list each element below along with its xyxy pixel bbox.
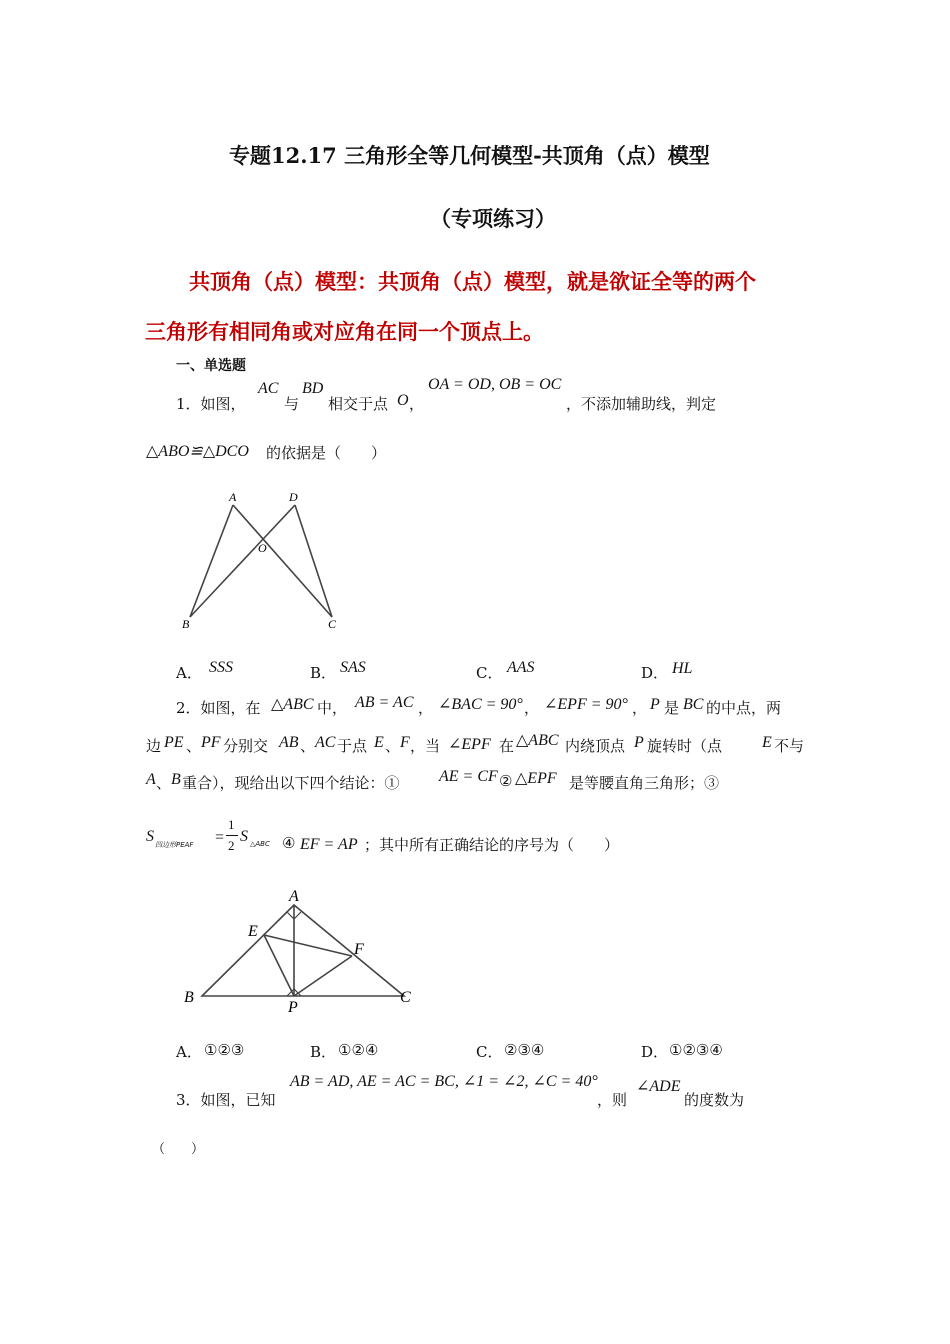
q2-eq1: AB = AC	[355, 694, 414, 711]
q2-p2: 中，	[317, 699, 348, 717]
q2-label-f: F	[354, 941, 364, 958]
q2-l2f: 、	[385, 737, 401, 755]
q3-prefix: 3．如图，已知	[176, 1091, 276, 1109]
q2-seg-ep	[264, 935, 294, 996]
q2-l2e: 于点	[337, 737, 368, 755]
q2-label-e: E	[248, 923, 258, 940]
q1-yu: 与	[284, 395, 300, 413]
q2-l3-sep: 、	[156, 774, 172, 792]
q1-option-c-value[interactable]: AAS	[507, 659, 535, 676]
q2-l2h: 在	[499, 737, 515, 755]
q1-bd: BD	[302, 380, 324, 397]
q2-e-2: E	[762, 734, 772, 751]
q1-option-d-value[interactable]: HL	[672, 660, 693, 677]
q2-s-quad: S	[146, 828, 154, 845]
q2-s-quad-sub: 四边形PEAF	[155, 841, 194, 849]
q1-congruence: △ABO≌△DCO	[146, 443, 249, 460]
q2-l2c: 分别交	[223, 737, 269, 755]
q2-conclusion-4: EF = AP	[300, 836, 358, 853]
q2-l2a: 边	[146, 737, 162, 755]
q2-l3-text: 重合），现给出以下四个结论：①	[182, 774, 400, 792]
q1-option-a-label[interactable]: A．	[176, 664, 202, 682]
q1-mid: 相交于点	[328, 395, 389, 413]
q2-angle-epf: ∠EPF = 90°	[544, 696, 628, 713]
q2-l2k: 不与	[774, 737, 805, 755]
section-heading: 一、单选题	[176, 358, 246, 374]
q1-comma: ，	[409, 395, 425, 413]
q2-conclusion-2: △EPF	[515, 770, 557, 787]
q2-option-b-value[interactable]: ①②④	[338, 1041, 379, 1059]
q2-l2g: ，当	[410, 737, 441, 755]
q2-bc: BC	[683, 696, 704, 713]
q1-label-d: D	[289, 490, 298, 504]
q2-conclusion-1: AE = CF	[439, 768, 498, 785]
q3-condition: AB = AD, AE = AC = BC, ∠1 = ∠2, ∠C = 40°	[290, 1073, 598, 1090]
q1-seg-ac	[233, 505, 332, 617]
q1-label-c: C	[328, 617, 337, 631]
page-title: 专题12.17 三角形全等几何模型-共顶角（点）模型	[229, 143, 710, 168]
q2-eq-sign: =	[214, 829, 225, 846]
q2-angle-bac: ∠BAC = 90°	[438, 696, 523, 713]
q1-ac: AC	[258, 380, 279, 397]
q2-l3-tail: 是等腰直角三角形；③	[569, 774, 720, 792]
q2-angle-epf-2: ∠EPF	[448, 736, 491, 753]
q2-l2b: 、	[186, 737, 202, 755]
q2-p6: 是	[664, 699, 680, 717]
q2-pe: PE	[164, 734, 184, 751]
q2-tri: △ABC	[271, 696, 314, 713]
q1-label-o: O	[258, 541, 267, 555]
q1-label-a: A	[229, 490, 237, 504]
q2-l3-circle2: ②	[499, 772, 513, 790]
q1-seg-db	[190, 505, 295, 617]
q1-condition: OA = OD, OB = OC	[428, 376, 562, 393]
q2-s-tri-sub: △ABC	[250, 840, 270, 848]
q2-l2j: 旋转时（点	[647, 737, 723, 755]
q2-p4: ，	[524, 699, 540, 717]
q2-option-b-label[interactable]: B．	[310, 1043, 337, 1061]
q2-p1: 2．如图，在	[176, 699, 261, 717]
intro-line-2: 三角形有相同角或对应角在同一个顶点上。	[145, 319, 544, 344]
q1-option-d-label[interactable]: D．	[641, 664, 669, 682]
q2-ab: AB	[279, 734, 299, 751]
q2-half-num: 1	[228, 817, 235, 832]
q2-l2d: 、	[300, 737, 316, 755]
q2-label-p: P	[288, 999, 298, 1016]
q2-half-den: 2	[228, 838, 235, 853]
q2-l2i: 内绕顶点	[565, 737, 626, 755]
q2-pf: PF	[201, 734, 221, 751]
q2-option-a-value[interactable]: ①②③	[204, 1041, 245, 1059]
q1-option-c-label[interactable]: C．	[476, 664, 503, 682]
q2-option-c-value[interactable]: ②③④	[504, 1041, 545, 1059]
q2-label-b: B	[184, 989, 194, 1006]
q2-p3: ，	[418, 699, 434, 717]
q2-label-c: C	[400, 989, 411, 1006]
q2-fraction-bar	[226, 835, 238, 836]
q2-f: F	[400, 734, 410, 751]
q2-tri-2: △ABC	[516, 732, 559, 749]
q2-triangle-abc	[202, 905, 404, 996]
q1-prefix: 1．如图，	[176, 395, 246, 413]
q2-ac: AC	[315, 734, 336, 751]
q2-point-p: P	[650, 696, 660, 713]
q2-p7: 的中点，两	[706, 699, 782, 717]
q1-label-b: B	[182, 617, 190, 631]
q2-option-d-label[interactable]: D．	[641, 1043, 669, 1061]
q1-option-a-value[interactable]: SSS	[209, 659, 233, 676]
q2-option-d-value[interactable]: ①②③④	[669, 1041, 723, 1059]
q1-option-b-label[interactable]: B．	[310, 664, 337, 682]
intro-line-1: 共顶角（点）模型：共顶角（点）模型，就是欲证全等的两个	[189, 269, 756, 294]
q3-answer-paren: （ ）	[152, 1142, 205, 1157]
q1-seg-ab	[190, 505, 233, 617]
q3-mid: ，则	[597, 1091, 628, 1109]
q1-figure	[176, 486, 346, 636]
q2-l4-tail: ；其中所有正确结论的序号为（ ）	[364, 836, 620, 854]
q1-tail: ，不添加辅助线，判定	[566, 395, 717, 413]
q2-e: E	[374, 734, 384, 751]
q2-p5: ，	[632, 699, 648, 717]
q2-option-a-label[interactable]: A．	[176, 1043, 202, 1061]
q2-l3-b: B	[171, 771, 181, 788]
q2-s-tri: S	[240, 828, 248, 845]
q1-o: O	[397, 392, 409, 409]
q2-option-c-label[interactable]: C．	[476, 1043, 503, 1061]
q2-figure	[178, 886, 418, 1016]
q1-option-b-value[interactable]: SAS	[340, 659, 366, 676]
q2-seg-fp	[294, 956, 352, 996]
q1-line2-tail: 的依据是（ ）	[266, 444, 387, 462]
page-subtitle: （专项练习）	[430, 206, 556, 231]
q2-p: P	[634, 734, 644, 751]
q2-l4-circle4: ④	[282, 834, 296, 852]
q2-label-a: A	[289, 888, 299, 905]
q2-seg-ef	[264, 935, 352, 956]
q3-tail: 的度数为	[684, 1091, 745, 1109]
q2-l3-a: A	[146, 771, 156, 788]
q1-seg-dc	[295, 505, 332, 617]
q3-angle-ade: ∠ADE	[636, 1078, 681, 1095]
